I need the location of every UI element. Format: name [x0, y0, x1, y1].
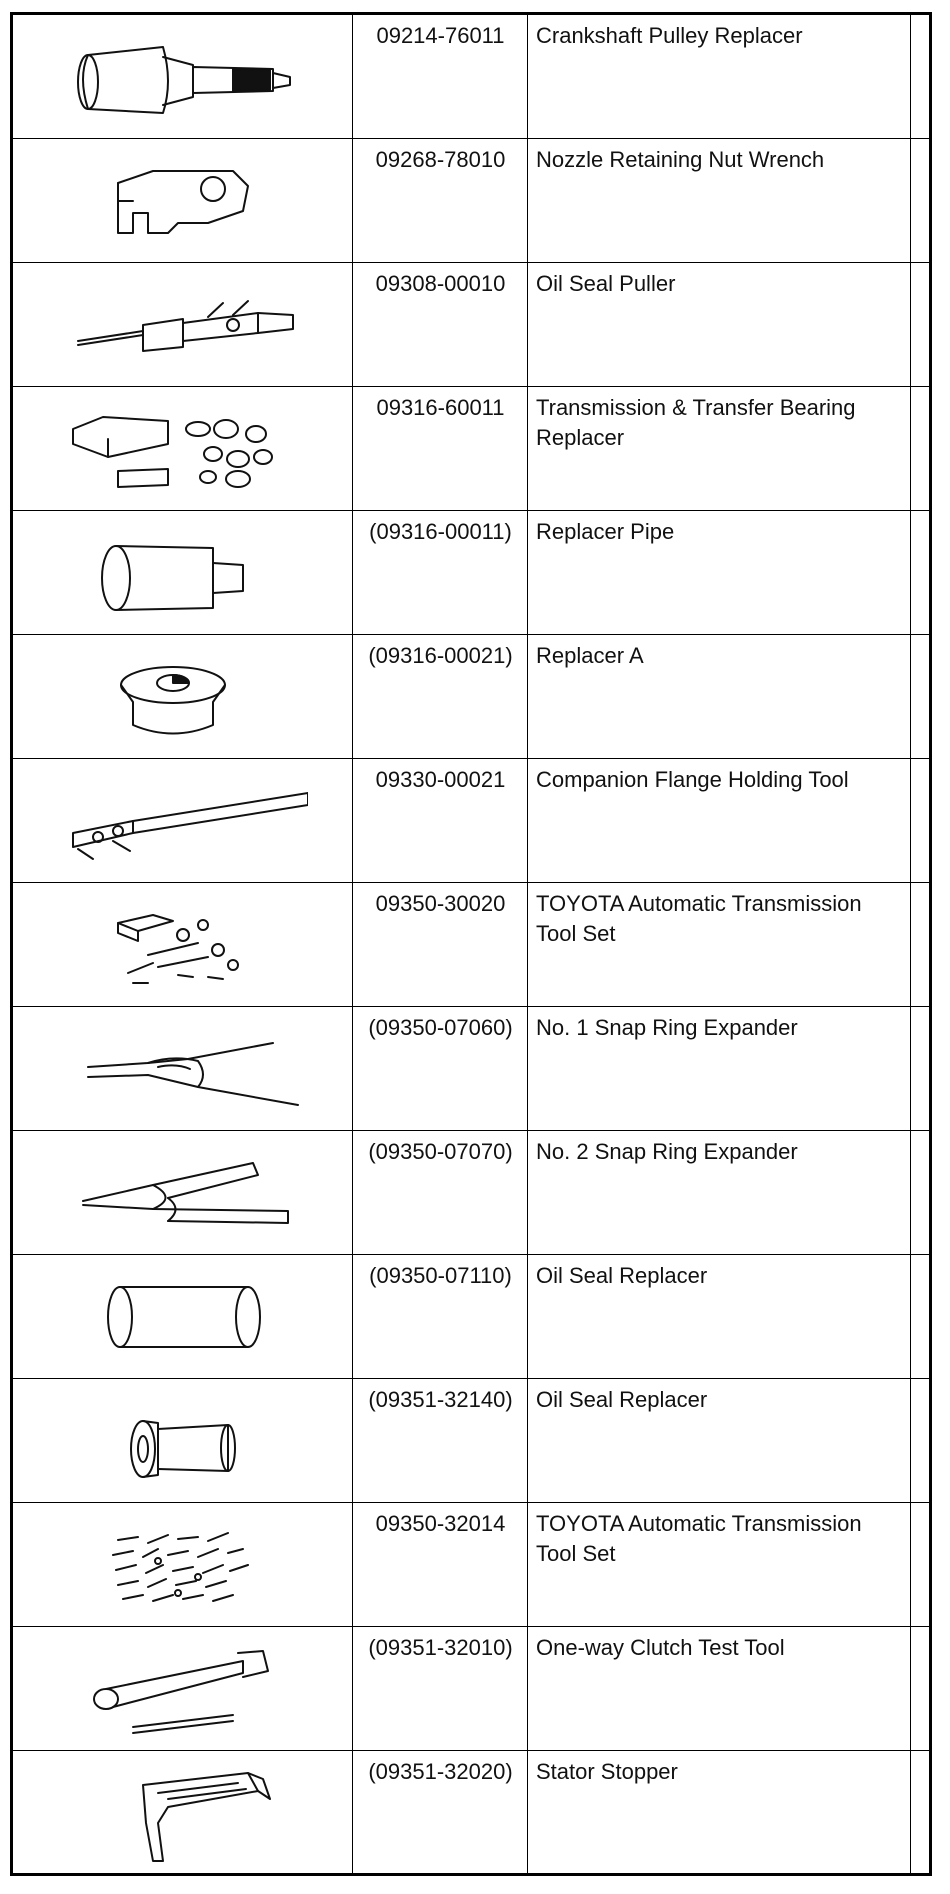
blank-cell [911, 1627, 929, 1750]
tool-name-cell [528, 883, 911, 1006]
tool-name: One-way Clutch Test Tool [536, 1635, 785, 1660]
part-number-cell [353, 1627, 528, 1750]
illustration-cell [13, 1379, 353, 1502]
tool-name: Oil Seal Puller [536, 271, 676, 296]
clutch-test-tool-icon [58, 1639, 308, 1739]
blank-cell [911, 635, 929, 758]
part-number: 09268-78010 [375, 147, 506, 172]
tool-name: Companion Flange Holding Tool [536, 767, 849, 792]
part-number-cell [353, 635, 528, 758]
table-row [13, 1379, 929, 1503]
tool-name: TOYOTA Automatic Transmission Tool Set [536, 1511, 862, 1566]
tool-name-cell [528, 635, 911, 758]
part-number-cell [353, 263, 528, 386]
blank-cell [911, 263, 929, 386]
tool-name-cell [528, 1751, 911, 1873]
illustration-cell [13, 15, 353, 138]
part-number-cell [353, 1503, 528, 1626]
tool-name-cell [528, 1627, 911, 1750]
part-number: (09351-32140) [368, 1387, 513, 1412]
flange-holding-tool-icon [58, 771, 308, 871]
illustration-cell [13, 263, 353, 386]
blank-cell [911, 759, 929, 882]
tool-name-cell [528, 1255, 911, 1378]
table-row [13, 635, 929, 759]
tool-name: No. 2 Snap Ring Expander [536, 1139, 798, 1164]
tool-name-cell [528, 1379, 911, 1502]
illustration-cell [13, 1503, 353, 1626]
part-number-cell [353, 883, 528, 1006]
tool-set-icon [58, 895, 308, 995]
part-number: 09350-32014 [375, 1511, 506, 1536]
illustration-cell [13, 139, 353, 262]
oil-seal-replacer-tube-icon [58, 1267, 308, 1367]
illustration-cell [13, 635, 353, 758]
part-number: 09350-30020 [375, 891, 506, 916]
illustration-cell [13, 511, 353, 634]
tool-name-cell [528, 759, 911, 882]
tool-name-cell [528, 1007, 911, 1130]
table-row [13, 511, 929, 635]
part-number: 09316-60011 [376, 395, 505, 420]
blank-cell [911, 511, 929, 634]
tool-name-cell [528, 263, 911, 386]
blank-cell [911, 15, 929, 138]
tool-name: Stator Stopper [536, 1759, 678, 1784]
table-row [13, 1255, 929, 1379]
tool-name-cell [528, 1503, 911, 1626]
snap-ring-expander-2-icon [58, 1143, 308, 1243]
illustration-cell [13, 1255, 353, 1378]
replacer-pipe-icon [58, 523, 308, 623]
blank-cell [911, 1131, 929, 1254]
part-number-cell [353, 15, 528, 138]
table-row [13, 139, 929, 263]
illustration-cell [13, 759, 353, 882]
illustration-cell [13, 883, 353, 1006]
table-row [13, 15, 929, 139]
part-number-cell [353, 1379, 528, 1502]
illustration-cell [13, 387, 353, 510]
tool-name-cell [528, 511, 911, 634]
tool-name-cell [528, 1131, 911, 1254]
table-row [13, 759, 929, 883]
blank-cell [911, 1751, 929, 1873]
tool-name: No. 1 Snap Ring Expander [536, 1015, 798, 1040]
part-number: 09330-00021 [375, 767, 506, 792]
table-row [13, 1751, 929, 1873]
part-number-cell [353, 1131, 528, 1254]
tool-name: Replacer Pipe [536, 519, 675, 544]
part-number-cell [353, 759, 528, 882]
illustration-cell [13, 1627, 353, 1750]
table-row [13, 1627, 929, 1751]
part-number: (09350-07070) [368, 1139, 513, 1164]
oil-seal-puller-icon [58, 275, 308, 375]
nozzle-wrench-icon [58, 151, 308, 251]
tool-name: TOYOTA Automatic Transmission Tool Set [536, 891, 862, 946]
tool-name: Transmission & Transfer Bearing Replacer [536, 395, 856, 450]
stator-stopper-icon [58, 1763, 308, 1863]
tool-name: Nozzle Retaining Nut Wrench [536, 147, 825, 172]
tool-name: Oil Seal Replacer [536, 1263, 708, 1288]
part-number: (09350-07110) [369, 1263, 512, 1288]
part-number: 09214-76011 [376, 23, 505, 48]
tool-name: Replacer A [536, 643, 644, 668]
table-row [13, 1131, 929, 1255]
tool-name-cell [528, 387, 911, 510]
blank-cell [911, 1379, 929, 1502]
part-number: (09350-07060) [368, 1015, 513, 1040]
part-number: (09351-32010) [368, 1635, 513, 1660]
table-row [13, 263, 929, 387]
blank-cell [911, 883, 929, 1006]
table-row [13, 387, 929, 511]
part-number-cell [353, 511, 528, 634]
table-row [13, 1007, 929, 1131]
tool-name-cell [528, 15, 911, 138]
part-number-cell [353, 1007, 528, 1130]
table-row [13, 1503, 929, 1627]
part-number-cell [353, 1255, 528, 1378]
tool-name-cell [528, 139, 911, 262]
part-number-cell [353, 139, 528, 262]
oil-seal-replacer-flanged-icon [58, 1391, 308, 1491]
tool-name: Crankshaft Pulley Replacer [536, 23, 803, 48]
blank-cell [911, 1255, 929, 1378]
blank-cell [911, 139, 929, 262]
special-tools-table [10, 12, 932, 1876]
part-number: (09351-32020) [368, 1759, 513, 1784]
table-row [13, 883, 929, 1007]
tool-set-large-icon [58, 1515, 308, 1615]
part-number-cell [353, 1751, 528, 1873]
part-number-cell [353, 387, 528, 510]
snap-ring-expander-1-icon [58, 1019, 308, 1119]
part-number: 09308-00010 [375, 271, 506, 296]
illustration-cell [13, 1007, 353, 1130]
part-number: (09316-00021) [368, 643, 513, 668]
bearing-replacer-set-icon [58, 399, 308, 499]
blank-cell [911, 1007, 929, 1130]
illustration-cell [13, 1131, 353, 1254]
part-number: (09316-00011) [369, 519, 512, 544]
replacer-a-icon [58, 647, 308, 747]
illustration-cell [13, 1751, 353, 1873]
tool-name: Oil Seal Replacer [536, 1387, 708, 1412]
crankshaft-pulley-replacer-icon [58, 27, 308, 127]
blank-cell [911, 1503, 929, 1626]
blank-cell [911, 387, 929, 510]
